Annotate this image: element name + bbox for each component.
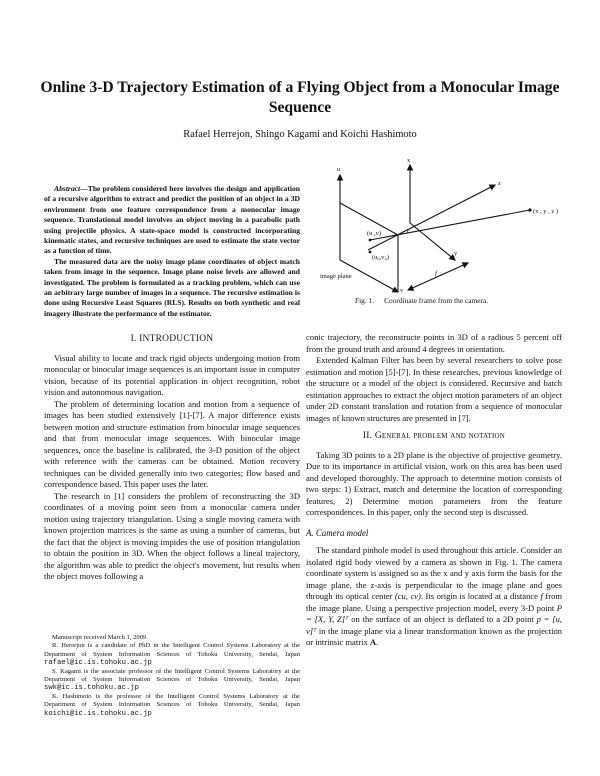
figure-1-caption bbox=[355, 296, 575, 305]
paper-title: Online 3-D Trajectory Estimation of a Flying Object from a Monocular Image Sequence bbox=[40, 79, 560, 116]
intro-paragraph-3-continued: conic trajectory, the reconstructe points in 3D of a radious 5 percent off from the ground truth and around 4 degrees in orientation. bbox=[306, 332, 562, 354]
figure-caption-number: Fig. 1. bbox=[355, 296, 375, 305]
label-v-axis: v bbox=[400, 287, 404, 294]
abstract-lead: Abstract bbox=[54, 184, 81, 193]
label-focal-length: f bbox=[435, 270, 437, 277]
footnotes bbox=[44, 634, 300, 718]
label-3d-point: (x , y , z ) bbox=[533, 208, 559, 215]
label-uv: (u ,v) bbox=[367, 230, 382, 237]
paper-authors: Rafael Herrejon, Shingo Kagami and Koichi Hashimoto bbox=[183, 129, 417, 140]
email-herrejon: rafael@ic.is.tohoku.ac.jp bbox=[44, 659, 152, 668]
abstract-paragraph-2: The measured data are the noisy image plane coordinates of object match taken from image in the sequence. Image plane noise levels are allowed and investigated. The problem is formulated as a tracking problem, which can use an arbitrary large number of images in a sequence. The recursive estimation is done using Recursive Least Squares (RLS). Results on both synthetic and real imagery illustrate the performance of the estimator. bbox=[44, 256, 300, 318]
right-column bbox=[306, 332, 562, 649]
label-u-axis: u bbox=[337, 166, 341, 173]
label-y-axis: y bbox=[454, 250, 458, 257]
label-c-origin: c bbox=[407, 228, 410, 235]
footnote-kagami: S. Kagami is the associate professor of the Intelligent Control Systems Laboratory at the Department of System Information Sciences of Tohoku University, Sendai, Japan swk@ic.is.tohoku.ac.jp bbox=[44, 667, 300, 693]
intro-paragraph-3: The research in [1] considers the problem of reconstructing the 3D coordinates of a moving point seen from a monocular camera under motion using trajectory triangulation. Using a single moving camera with known projection matrices is the same as using a number of cameras, but the fact that the object is moving impides the use of position triangulation to obtain the position in 3D. When the object follows a lineal trajectory, the algorithm was able to predict the object's movement, but results when the object moves following a bbox=[44, 490, 300, 581]
label-u0v0: (u₀,v₀) bbox=[372, 254, 389, 261]
section-heading-general-problem: II. General problem and notation bbox=[362, 431, 506, 441]
coordinate-frame-diagram bbox=[320, 155, 560, 295]
label-x-axis: x bbox=[407, 157, 411, 164]
abstract-paragraph-1: Abstract—The problem considered here involves the design and application of a recursive algorithm to extract and predict the position of an object in a 3D environment from one feature correspondence from a monocular image sequence. Translational model involves an object moving in a parabolic path using projectile physics. A state-space model is constructed incorporating kinematic states, and recursive techniques are used to estimate the state vector as a function of time. bbox=[44, 184, 300, 256]
label-image-plane: image plane bbox=[320, 273, 352, 280]
figure-caption-text: Coordinate frame from the camera. bbox=[384, 296, 489, 305]
intro-paragraph-2: The problem of determining location and motion from a sequence of images has been studied extensively [1]-[7]. A major difference exists between motion and structure estimation from binocular image sequences and that from monocular image sequences. With binocular image sequences, once the baseline is calibrated, the 3-D position of the object with reference with the cameras can be obtained. Motion recovery techniques can be divided generally into two categories; flow based and correspondence based. This paper uses the later. bbox=[44, 398, 300, 489]
email-hashimoto: koichi@ic.is.tohoku.ac.jp bbox=[44, 709, 152, 718]
footnote-herrejon: R. Herrejon is a candidate of PhD in the Intelligent Control Systems Laboratory at the Department of System Information Sciences of Tohoku University, Sendai, Japan rafael@ic.is.tohoku.ac.jp bbox=[44, 642, 300, 668]
intro-paragraph-1: Visual ability to locate and track rigid objects undergoing motion from monocular or binocular image sequences is an important issue in computer vision, because of its potential application in object recognition, robot vision and autonomous navigation. bbox=[44, 352, 300, 397]
abstract bbox=[44, 184, 300, 319]
subsection-heading-camera-model: A. Camera model bbox=[306, 527, 369, 538]
footnote-received: Manuscript received March 1, 2009 bbox=[52, 634, 147, 641]
camera-model-paragraph: The standard pinhole model is used throughout this article. Consider an isolated rigid body viewed by a camera as shown in Fig. 1. The camera coordinate system is assigned so as the x and y axis form the basis for the image plane, the z-axis is perpendicular to the image plane and goes through its optical center (cu, cv). Its origin is located at a distance f from the image plane. Using a perspective projection model, every 3-D point P = [X, Y, Z]ᵀ on the surface of an object is deflated to a 2D point p = [u, v]ᵀ in the image plane via a linear transformation known as the projection or intrinsic matrix A. bbox=[306, 545, 562, 647]
footnote-hashimoto: K. Hashimoto is the professor of the Intelligent Control Systems Laboratory at the Department of System Information Sciences of Tohoku University, Sendai, Japan koichi@ic.is.tohoku.ac.jp bbox=[44, 692, 300, 718]
intro-paragraph-4: Extended Kalman Filter has been by several researchers to solve pose estimation and motion [5]-[7]. In these researches, previous knowledge of the structure or a model of the object is considered. Recursive and batch estimation approaches to extract the object motion parameters of an object under 2D constant translation and rotation from a sequence of monocular images of known structures are presented in [7]. bbox=[306, 355, 562, 423]
email-kagami: swk@ic.is.tohoku.ac.jp bbox=[44, 684, 139, 693]
label-z-axis: z bbox=[498, 180, 501, 187]
left-column bbox=[44, 327, 300, 583]
section-heading-introduction: I. INTRODUCTION bbox=[130, 334, 214, 344]
general-paragraph-1: Taking 3D points to a 2D plane is the objective of projective geometry. Due to its importance in artificial vision, work on this area has been used and developed thoroughly. The approach to determine motion consists of two steps: 1) Extract, match and determine the location of corresponding features, 2) Determine motion parameters from the feature correspondences. In this paper, only the second step is discussed. bbox=[306, 449, 562, 517]
